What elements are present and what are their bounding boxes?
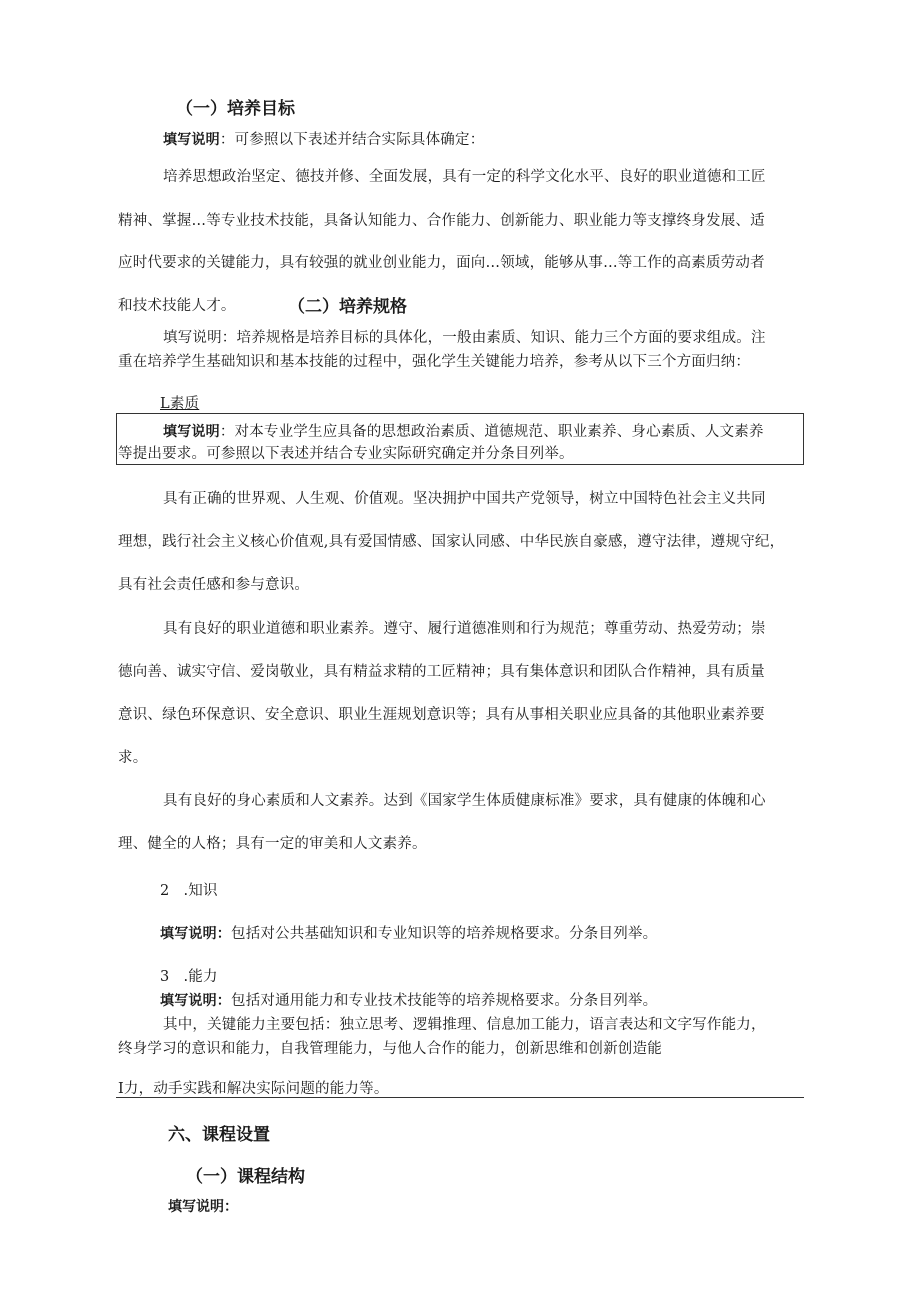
quality-note-label: 填写说明 <box>163 424 220 440</box>
quality-note-line-1 <box>163 420 764 441</box>
goal-line-1: 培养思想政治坚定、德技并修、全面发展，具有一定的科学文化水平、良好的职业道德和工匠 <box>163 169 766 185</box>
training-goal-note <box>163 128 484 149</box>
quality-p2-line-4: 求。 <box>118 750 148 766</box>
note-text: ：可参照以下表述并结合实际具体确定： <box>219 132 485 148</box>
ability-note-label: 填写说明： <box>160 993 231 1009</box>
ability-num: 3 <box>160 969 170 985</box>
quality-note-text-1: ：对本专业学生应具备的思想政治素质、道德规范、职业素养、身心素质、人文素养 <box>219 424 764 440</box>
spec-note-line-1: 填写说明：培养规格是培养目标的具体化，一般由素质、知识、能力三个方面的要求组成。注 <box>163 330 766 346</box>
ability-line-3: I力，动手实践和解决实际问题的能力等。 <box>118 1081 389 1097</box>
ability-note <box>160 989 657 1010</box>
knowledge-title <box>160 879 218 900</box>
ability-title <box>160 965 218 986</box>
section-heading-training-goal: （一）培养目标 <box>176 99 295 119</box>
quality-p1-line-1: 具有正确的世界观、人生观、价值观。坚决拥护中国共产党领导，树立中国特色社会主义共同 <box>163 491 766 507</box>
quality-note-line-2: 等提出要求。可参照以下表述并结合专业实际研究确定并分条目列举。 <box>118 446 574 462</box>
knowledge-note-label: 填写说明： <box>160 926 231 942</box>
note-label: 填写说明 <box>163 132 220 148</box>
course-structure-note-label: 填写说明： <box>168 1199 238 1215</box>
section-heading-curriculum: 六、课程设置 <box>168 1125 270 1145</box>
section-heading-training-spec: （二）培养规格 <box>288 297 407 317</box>
ability-title-text: .能力 <box>183 969 218 985</box>
section-heading-course-structure: （一）课程结构 <box>186 1167 305 1187</box>
quality-p2-line-1: 具有良好的职业道德和职业素养。遵守、履行道德准则和行为规范；尊重劳动、热爱劳动；崇 <box>163 621 766 637</box>
goal-line-2: 精神、掌握…等专业技术技能，具备认知能力、合作能力、创新能力、职业能力等支撑终身发展、适 <box>118 213 765 229</box>
quality-title: L素质 <box>160 396 200 412</box>
knowledge-num: 2 <box>160 883 170 899</box>
knowledge-note-text: 包括对公共基础知识和专业知识等的培养规格要求。分条目列举。 <box>231 926 658 942</box>
knowledge-title-text: .知识 <box>183 883 218 899</box>
ability-note-text: 包括对通用能力和专业技术技能等的培养规格要求。分条目列举。 <box>231 993 658 1009</box>
horizontal-rule <box>116 1097 804 1098</box>
quality-p3-line-2: 理、健全的人格；具有一定的审美和人文素养。 <box>118 836 427 852</box>
ability-line-1: 其中，关键能力主要包括：独立思考、逻辑推理、信息加工能力，语言表达和文字写作能力， <box>163 1017 766 1033</box>
knowledge-note <box>160 922 657 943</box>
ability-line-2: 终身学习的意识和能力，自我管理能力，与他人合作的能力，创新思维和创新创造能 <box>118 1041 662 1057</box>
spec-note-line-2: 重在培养学生基础知识和基本技能的过程中，强化学生关键能力培养，参考从以下三个方面归纳： <box>118 354 751 370</box>
quality-p2-line-3: 意识、绿色环保意识、安全意识、职业生涯规划意识等；具有从事相关职业应具备的其他职业素养要 <box>118 707 765 723</box>
quality-p1-line-3: 具有社会责任感和参与意识。 <box>118 577 310 593</box>
quality-p1-line-2: 理想，践行社会主义核心价值观,具有爱国情感、国家认同感、中华民族自豪感，遵守法律，遵规守纪， <box>118 534 785 550</box>
goal-line-4: 和技术技能人才。 <box>118 298 236 314</box>
quality-p3-line-1: 具有良好的身心素质和人文素养。达到《国家学生体质健康标准》要求，具有健康的体魄和心 <box>163 793 766 809</box>
quality-p2-line-2: 德向善、诚实守信、爱岗敬业，具有精益求精的工匠精神；具有集体意识和团队合作精神，具有质量 <box>118 664 765 680</box>
goal-line-3: 应时代要求的关键能力，具有较强的就业创业能力，面向…领域，能够从事…等工作的高素质劳动者 <box>118 255 765 271</box>
